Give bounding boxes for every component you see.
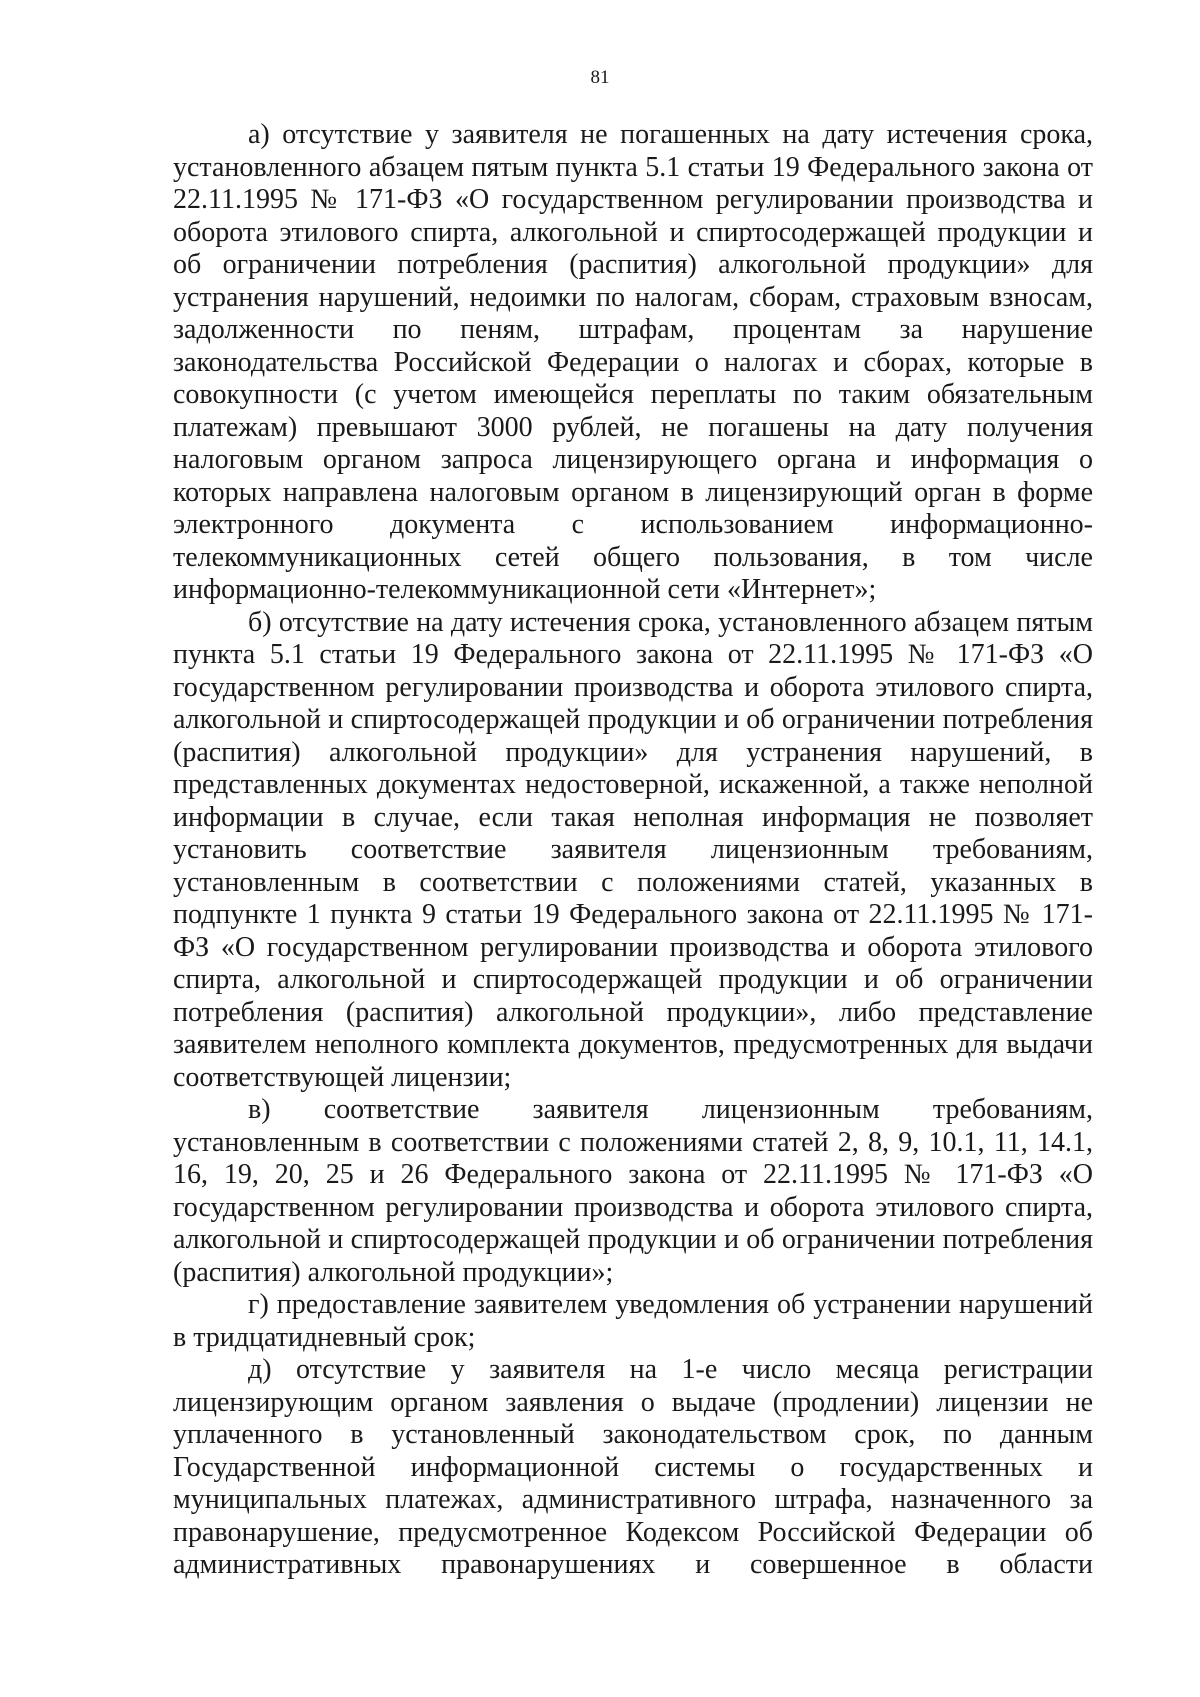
paragraph-v: в) соответствие заявителя лицензионным требованиям, установленным в соответствии с положениями статей 2, 8, 9, 10.1, 11, 14.1, 16, 19, 20, 25 и 26 Федерального закона от 22.11.1995 № 171-ФЗ «О государственном регулировании производства и оборота этилового спирта, алкогольной и спиртосодержащей продукции и об ограничении потребления (распития) алкогольной продукции»;	[173, 1094, 1093, 1288]
page-number: 81	[590, 67, 610, 88]
document-body	[173, 119, 1093, 1582]
paragraph-d: д) отсутствие у заявителя на 1-е число месяца регистрации лицензирующим органом заявления о выдаче (продлении) лицензии не уплаченного в установленный законодательством срок, по данным Государственной информационной системы о государственных и муниципальных платежах, административного штрафа, назначенного за правонарушение, предусмотренное Кодексом Российской Федерации об административных правонарушениях и совершенное в области	[173, 1354, 1093, 1580]
paragraph-b: б) отсутствие на дату истечения срока, установленного абзацем пятым пункта 5.1 статьи 19 Федерального закона от 22.11.1995 № 171-ФЗ «О государственном регулировании производства и оборота этилового спирта, алкогольной и спиртосодержащей продукции и об ограничении потребления (распития) алкогольной продукции» для устранения нарушений, в представленных документах недостоверной, искаженной, а также неполной информации в случае, если такая неполная информация не позволяет установить соответствие заявителя лицензионным требованиям, установленным в соответствии с положениями статей, указанных в подпункте 1 пункта 9 статьи 19 Федерального закона от 22.11.1995 № 171-ФЗ «О государственном регулировании производства и оборота этилового спирта, алкогольной и спиртосодержащей продукции и об ограничении потребления (распития) алкогольной продукции», либо представление заявителем неполного комплекта документов, предусмотренных для выдачи соответствующей лицензии;	[173, 606, 1093, 1093]
paragraph-a: а) отсутствие у заявителя не погашенных на дату истечения срока, установленного абзацем пятым пункта 5.1 статьи 19 Федерального закона от 22.11.1995 № 171-ФЗ «О государственном регулировании производства и оборота этилового спирта, алкогольной и спиртосодержащей продукции и об ограничении потребления (распития) алкогольной продукции» для устранения нарушений, недоимки по налогам, сборам, страховым взносам, задолженности по пеням, штрафам, процентам за нарушение законодательства Российской Федерации о налогах и сборах, которые в совокупности (с учетом имеющейся переплаты по таким обязательным платежам) превышают 3000 рублей, не погашены на дату получения налоговым органом запроса лицензирующего органа и информация о которых направлена налоговым органом в лицензирующий орган в форме электронного документа с использованием информационно-телекоммуникационных сетей общего пользования, в том числе информационно-телекоммуникационной сети «Интернет»;	[173, 119, 1093, 605]
paragraph-g: г) предоставление заявителем уведомления об устранении нарушений в тридцатидневный срок;	[173, 1289, 1093, 1353]
